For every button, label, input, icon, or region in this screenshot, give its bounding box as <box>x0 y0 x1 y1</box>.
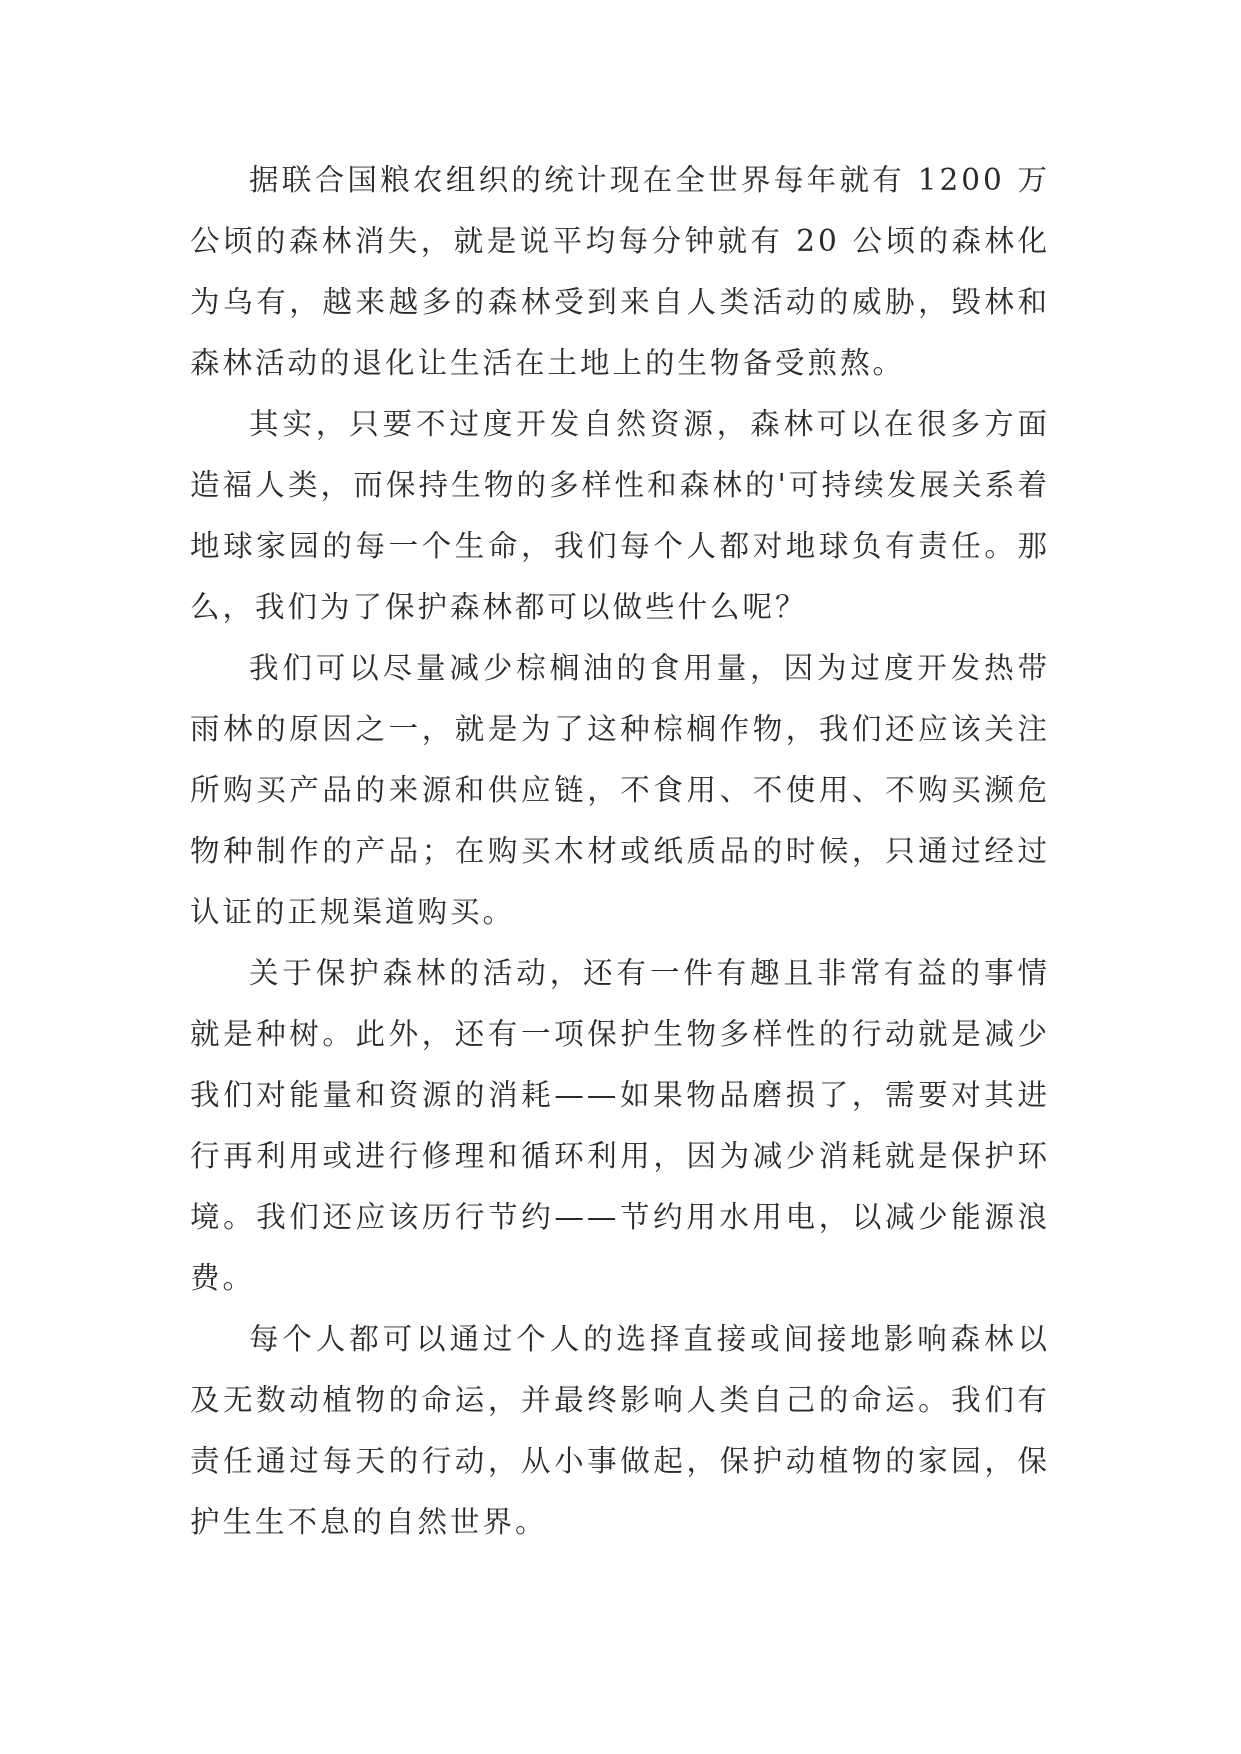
paragraph-2: 其实，只要不过度开发自然资源，森林可以在很多方面造福人类，而保持生物的多样性和森林的'可持续发展关系着地球家园的每一个生命，我们每个人都对地球负有责任。那么，我们为了保护森林都可以做些什么呢？ <box>190 407 1050 624</box>
paragraph-3: 我们可以尽量减少棕榈油的食用量，因为过度开发热带雨林的原因之一，就是为了这种棕榈作物，我们还应该关注所购买产品的来源和供应链，不食用、不使用、不购买濒危物种制作的产品；在购买木材或纸质品的时候，只通过经过认证的正规渠道购买。 <box>190 651 1050 929</box>
paragraph-5: 每个人都可以通过个人的选择直接或间接地影响森林以及无数动植物的命运，并最终影响人类自己的命运。我们有责任通过每天的行动，从小事做起，保护动植物的家园，保护生生不息的自然世界。 <box>190 1322 1050 1539</box>
document-body <box>190 150 1050 1553</box>
paragraph-4: 关于保护森林的活动，还有一件有趣且非常有益的事情就是种树。此外，还有一项保护生物多样性的行动就是减少我们对能量和资源的消耗——如果物品磨损了，需要对其进行再利用或进行修理和循环利用，因为减少消耗就是保护环境。我们还应该历行节约——节约用水用电，以减少能源浪费。 <box>190 956 1050 1295</box>
paragraph-1: 据联合国粮农组织的统计现在全世界每年就有 1200 万公顷的森林消失，就是说平均每分钟就有 20 公顷的森林化为乌有，越来越多的森林受到来自人类活动的威胁，毁林和森林活动的退化让生活在土地上的生物备受煎熬。 <box>190 163 1050 380</box>
